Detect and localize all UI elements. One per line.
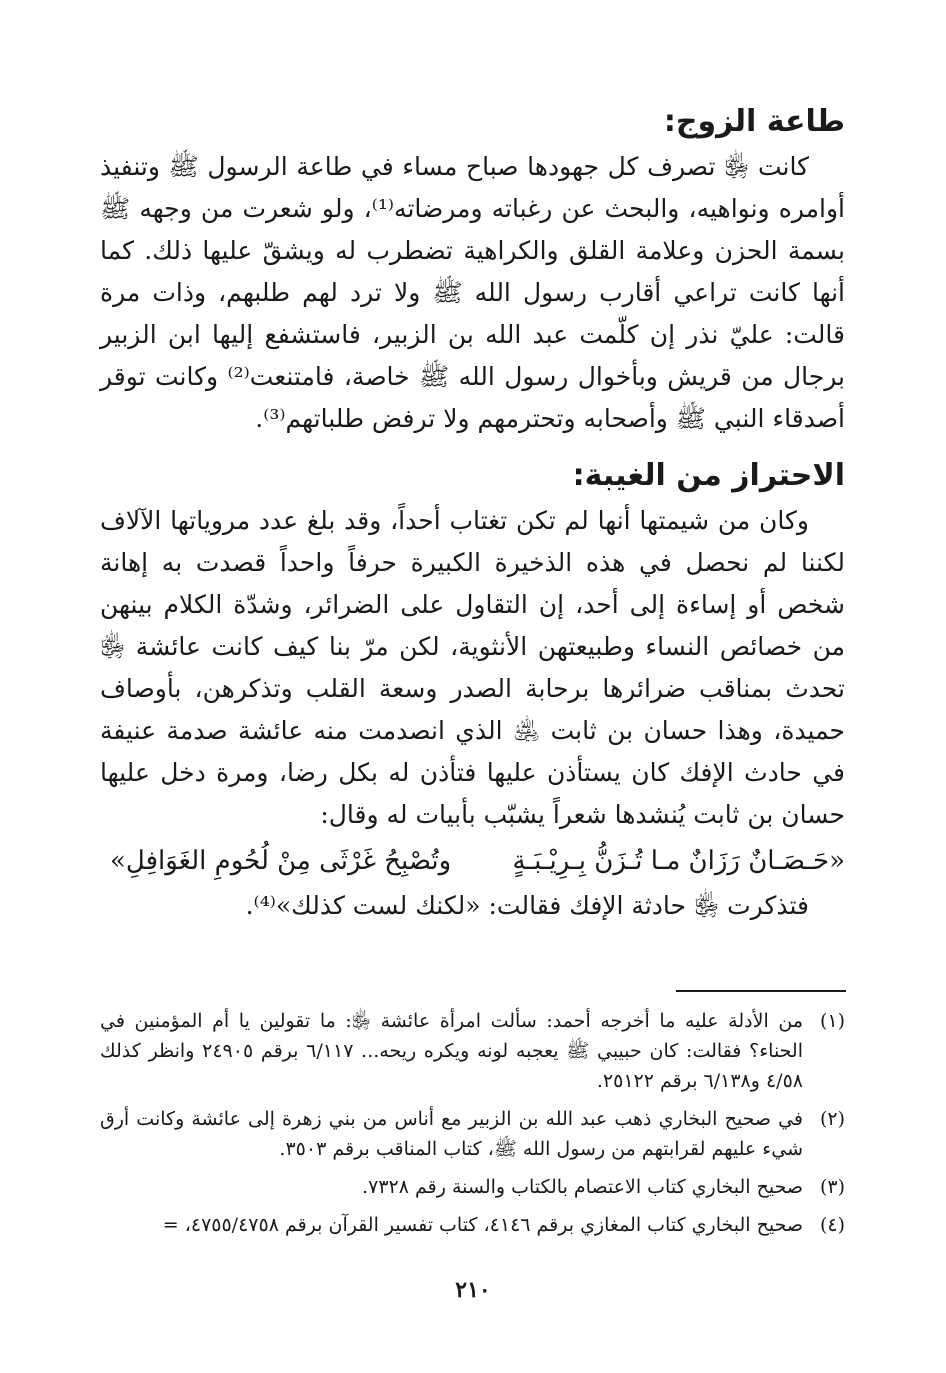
- paragraph-after-poem: فتذكرت ﵂ حادثة الإفك فقالت: «لكنك لست كذلك»⁽⁴⁾.: [245, 891, 809, 920]
- page-number: ٢١٠: [455, 1277, 491, 1303]
- footnote-item: [100, 1006, 845, 1096]
- footnote-text: صحيح البخاري كتاب الاعتصام بالكتاب والسنة رقم ٧٣٢٨.: [362, 1176, 803, 1198]
- section-spacer: [100, 440, 845, 454]
- paragraph-obedience: كانت ﵂ تصرف كل جهودها صباح مساء في طاعة الرسول ﷺ وتنفيذ أوامره ونواهيه، والبحث عن رغباته ومرضاته⁽¹⁾، ولو شعرت من وجهه ﷺ بسمة الحزن وعلامة القلق والكراهية تضطرب له ويشقّ عليها ذلك. كما أنها كانت تراعي أقارب رسول الله ﷺ ولا ترد لهم طلبهم، وذات مرة قالت: عليّ نذر إن كلّمت عبد الله بن الزبير، فاستشفع إليها ابن الزبير برجال من قريش وبأخوال رسول الله ﷺ خاصة، فامتنعت⁽²⁾ وكانت توقر أصدقاء النبي ﷺ وأصحابه وتحترمهم ولا ترفض طلباتهم⁽³⁾.: [100, 152, 846, 433]
- poem-verse: [100, 838, 845, 884]
- footnote-item: [100, 1172, 845, 1202]
- footnote-item: [100, 1104, 845, 1164]
- paragraph-backbiting: وكان من شيمتها أنها لم تكن تغتاب أحداً، وقد بلغ عدد مروياتها الآلاف لكننا لم نحصل في هذه الذخيرة الكبيرة حرفاً واحداً قصدت به إهانة شخص أو إساءة إلى أحد، إن التقاول على الضرائر، وشدّة الكلام بينهن من خصائص النساء وطبيعتهن الأنثوية، لكن مرّ بنا كيف كانت عائشة ﵂ تحدث بمناقب ضرائرها برحابة الصدر وسعة القلب وتذكرهن، بأوصاف حميدة، وهذا حسان بن ثابت ﵁ الذي انصدمت منه عائشة صدمة عنيفة في حادث الإفك كان يستأذن عليها فتأذن له بكل رضا، ومرة دخل عليها حسان بن ثابت يُنشدها شعراً يشبّب بأبيات له وقال:: [100, 506, 845, 829]
- footnote-number: (١): [819, 1010, 845, 1032]
- footnote-text: في صحيح البخاري ذهب عبد الله بن الزبير مع أناس من بني زهرة إلى عائشة وكانت أرق شيء عليهم لقرابتهم من رسول الله ﷺ، كتاب المناقب برقم ٣٥٠٣.: [100, 1108, 803, 1160]
- main-text: [100, 100, 845, 928]
- poem-first-half: «حَـصَـانٌ رَزَانٌ مـا تُـزَنُّ بِـرِيْـبَـةٍ: [512, 846, 845, 876]
- footnote-item: [100, 1210, 845, 1240]
- section-heading-backbiting: الاحتراز من الغيبة:: [572, 458, 845, 493]
- footnote-number: (٤): [819, 1214, 845, 1236]
- footnote-number: (٢): [819, 1108, 845, 1130]
- footnote-text: من الأدلة عليه ما أخرجه أحمد: سألت امرأة عائشة ﵂: ما تقولين يا أم المؤمنين في الحناء؟ فقالت: كان حبيبي ﷺ يعجبه لونه ويكره ريحه... ٦/١١٧ برقم ٢٤٩٠٥ وانظر كذلك ٤/٥٨ و٦/١٣٨ برقم ٢٥١٢٢.: [100, 1010, 804, 1092]
- poem-second-half: وتُصْبِحُ غَرْثَى مِنْ لُحُومِ الغَوَافِلِ»: [110, 846, 452, 876]
- footnote-text: صحيح البخاري كتاب المغازي برقم ٤١٤٦، كتاب تفسير القرآن برقم ٤٧٥٥/٤٧٥٨، =: [162, 1214, 803, 1236]
- section-heading-obedience: طاعة الزوج:: [663, 104, 845, 139]
- footnote-separator: [676, 990, 846, 992]
- footnote-number: (٣): [819, 1176, 845, 1198]
- footnotes: [100, 1006, 845, 1248]
